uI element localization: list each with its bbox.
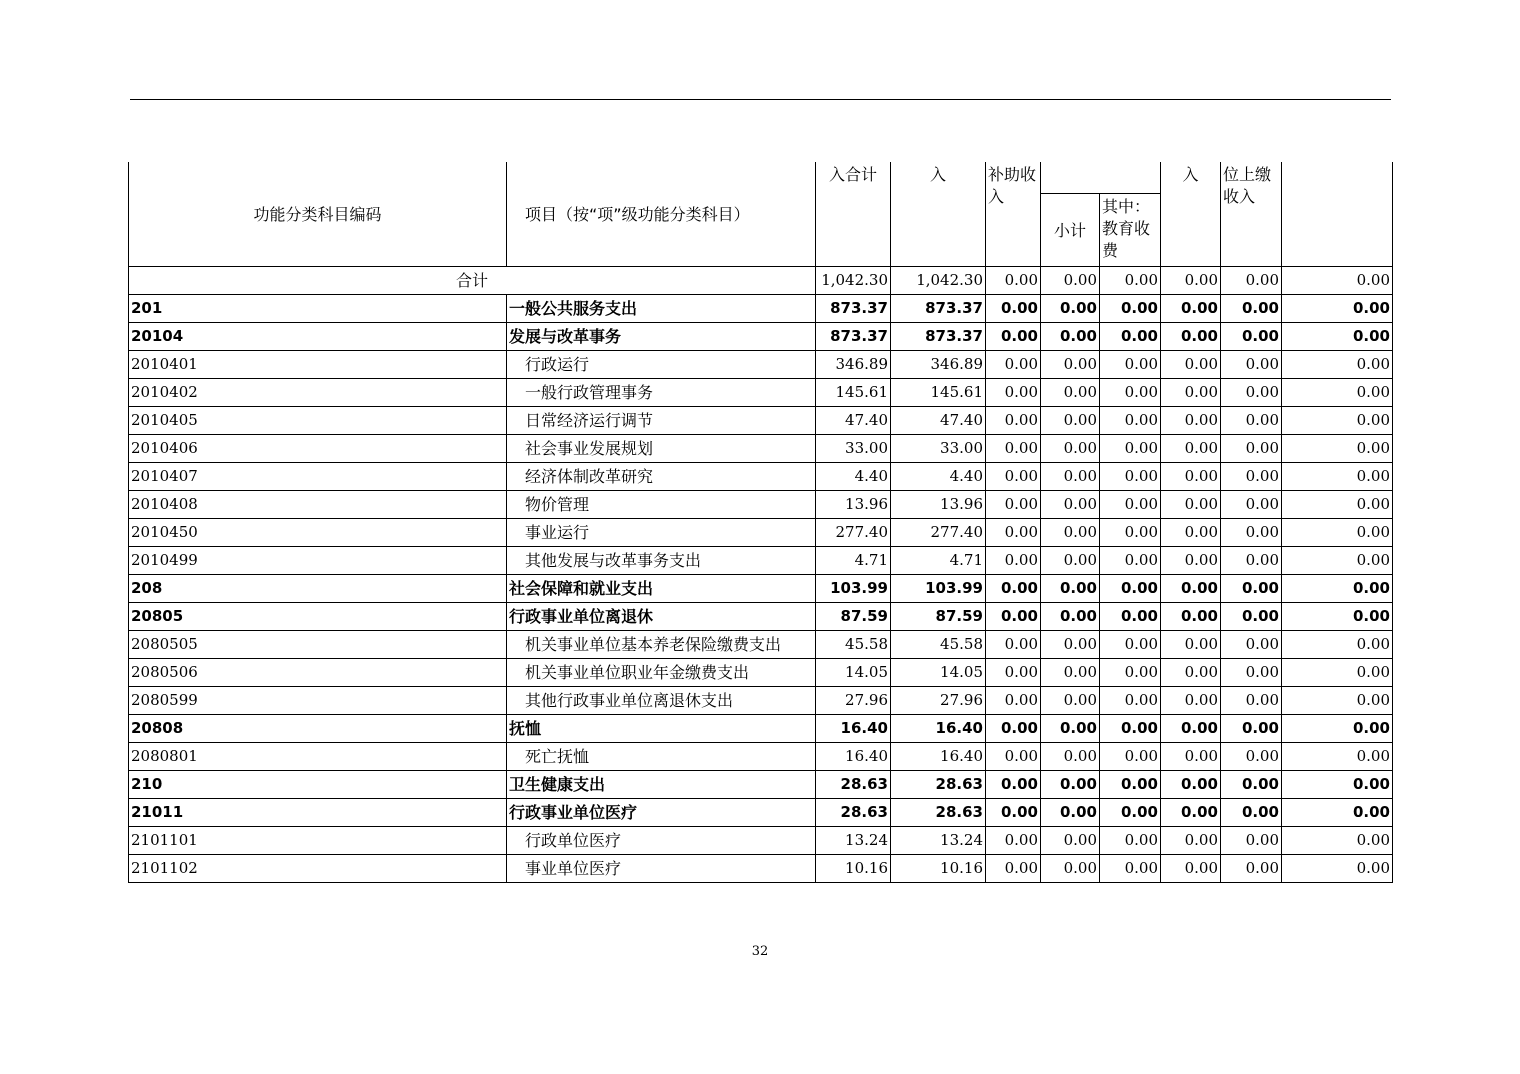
row-value: 0.00 [1100, 771, 1161, 799]
table-row [129, 379, 1393, 407]
row-value: 0.00 [1100, 855, 1161, 883]
row-item-name: 机关事业单位职业年金缴费支出 [507, 659, 816, 687]
row-value: 0.00 [986, 435, 1041, 463]
row-code: 2080599 [129, 687, 507, 715]
row-value: 16.40 [816, 743, 891, 771]
header-col-4a: 小计 [1041, 194, 1100, 267]
row-value: 0.00 [986, 547, 1041, 575]
row-value: 873.37 [816, 295, 891, 323]
row-value: 103.99 [816, 575, 891, 603]
row-value: 13.24 [816, 827, 891, 855]
row-value: 0.00 [986, 659, 1041, 687]
row-value: 346.89 [816, 351, 891, 379]
row-value: 0.00 [1282, 827, 1393, 855]
row-value: 0.00 [1161, 659, 1221, 687]
row-value: 0.00 [986, 491, 1041, 519]
row-value: 4.71 [816, 547, 891, 575]
row-value: 13.96 [816, 491, 891, 519]
row-value: 0.00 [1041, 603, 1100, 631]
row-value: 873.37 [891, 295, 986, 323]
row-value: 0.00 [1282, 547, 1393, 575]
row-code: 201 [129, 295, 507, 323]
row-value: 0.00 [1041, 295, 1100, 323]
row-value: 0.00 [1100, 547, 1161, 575]
table-row [129, 659, 1393, 687]
total-value: 0.00 [1041, 267, 1100, 295]
row-value: 0.00 [1221, 323, 1282, 351]
row-value: 0.00 [1161, 743, 1221, 771]
row-item-name: 经济体制改革研究 [507, 463, 816, 491]
row-value: 0.00 [1161, 547, 1221, 575]
row-value: 0.00 [986, 771, 1041, 799]
row-value: 0.00 [1282, 491, 1393, 519]
row-item-name: 卫生健康支出 [507, 771, 816, 799]
table-row [129, 799, 1393, 827]
total-value: 0.00 [1100, 267, 1161, 295]
table-row [129, 491, 1393, 519]
row-item-name: 日常经济运行调节 [507, 407, 816, 435]
row-value: 873.37 [891, 323, 986, 351]
row-value: 0.00 [1282, 463, 1393, 491]
row-value: 0.00 [1282, 687, 1393, 715]
row-value: 0.00 [1161, 519, 1221, 547]
row-value: 16.40 [816, 715, 891, 743]
row-value: 0.00 [1161, 463, 1221, 491]
row-value: 0.00 [1041, 575, 1100, 603]
row-item-name: 社会事业发展规划 [507, 435, 816, 463]
row-code: 2080505 [129, 631, 507, 659]
row-item-name: 行政运行 [507, 351, 816, 379]
row-item-name: 发展与改革事务 [507, 323, 816, 351]
row-value: 4.71 [891, 547, 986, 575]
header-item: 项目（按“项”级功能分类科目） [507, 162, 816, 267]
row-value: 0.00 [1041, 687, 1100, 715]
row-value: 0.00 [1221, 659, 1282, 687]
row-value: 0.00 [1041, 519, 1100, 547]
page-number: 32 [751, 944, 769, 959]
row-value: 0.00 [986, 687, 1041, 715]
table-row [129, 715, 1393, 743]
row-value: 0.00 [1282, 323, 1393, 351]
row-value: 0.00 [1221, 715, 1282, 743]
row-value: 0.00 [1100, 827, 1161, 855]
header-col-3: 补助收入 [986, 162, 1041, 267]
table-row [129, 351, 1393, 379]
table-row [129, 743, 1393, 771]
row-value: 0.00 [986, 407, 1041, 435]
row-value: 0.00 [1221, 519, 1282, 547]
row-code: 208 [129, 575, 507, 603]
row-value: 0.00 [1282, 435, 1393, 463]
row-code: 2010408 [129, 491, 507, 519]
table-row [129, 323, 1393, 351]
row-value: 0.00 [986, 351, 1041, 379]
row-value: 0.00 [1100, 631, 1161, 659]
row-value: 0.00 [1221, 351, 1282, 379]
row-value: 0.00 [1221, 407, 1282, 435]
row-value: 0.00 [1282, 575, 1393, 603]
row-value: 0.00 [1100, 435, 1161, 463]
header-col-6: 位上缴收入 [1221, 162, 1282, 267]
row-value: 16.40 [891, 715, 986, 743]
row-value: 0.00 [1161, 715, 1221, 743]
row-value: 0.00 [1161, 491, 1221, 519]
row-value: 0.00 [1221, 771, 1282, 799]
row-value: 0.00 [1161, 575, 1221, 603]
row-value: 0.00 [1282, 715, 1393, 743]
row-value: 103.99 [891, 575, 986, 603]
row-value: 27.96 [891, 687, 986, 715]
table-row [129, 435, 1393, 463]
row-code: 21011 [129, 799, 507, 827]
row-item-name: 行政事业单位医疗 [507, 799, 816, 827]
row-item-name: 物价管理 [507, 491, 816, 519]
row-value: 0.00 [1041, 435, 1100, 463]
row-value: 0.00 [1282, 407, 1393, 435]
row-value: 28.63 [816, 799, 891, 827]
row-code: 2010401 [129, 351, 507, 379]
row-value: 10.16 [891, 855, 986, 883]
budget-table [128, 162, 1393, 883]
row-value: 0.00 [1100, 659, 1161, 687]
row-value: 0.00 [1282, 659, 1393, 687]
table-row [129, 603, 1393, 631]
row-item-name: 一般行政管理事务 [507, 379, 816, 407]
row-value: 145.61 [891, 379, 986, 407]
row-value: 0.00 [1100, 379, 1161, 407]
row-code: 2010406 [129, 435, 507, 463]
row-value: 0.00 [1221, 463, 1282, 491]
header-col-5: 入 [1161, 162, 1221, 267]
row-value: 0.00 [1282, 631, 1393, 659]
row-value: 0.00 [1100, 715, 1161, 743]
row-value: 0.00 [1041, 715, 1100, 743]
row-value: 0.00 [1221, 295, 1282, 323]
row-value: 0.00 [1221, 547, 1282, 575]
row-value: 0.00 [1041, 855, 1100, 883]
row-item-name: 一般公共服务支出 [507, 295, 816, 323]
total-label: 合计 [129, 267, 816, 295]
row-code: 20805 [129, 603, 507, 631]
row-item-name: 行政单位医疗 [507, 827, 816, 855]
row-value: 27.96 [816, 687, 891, 715]
total-value: 0.00 [1161, 267, 1221, 295]
row-value: 0.00 [1041, 463, 1100, 491]
row-value: 346.89 [891, 351, 986, 379]
row-value: 0.00 [1041, 351, 1100, 379]
row-value: 0.00 [1161, 435, 1221, 463]
row-value: 28.63 [891, 799, 986, 827]
row-value: 0.00 [1100, 463, 1161, 491]
row-value: 45.58 [816, 631, 891, 659]
row-value: 0.00 [986, 715, 1041, 743]
total-value: 0.00 [1221, 267, 1282, 295]
row-value: 0.00 [1041, 407, 1100, 435]
row-value: 0.00 [1221, 603, 1282, 631]
row-value: 0.00 [1161, 379, 1221, 407]
row-item-name: 抚恤 [507, 715, 816, 743]
table-row [129, 771, 1393, 799]
header-col-4b: 其中：教育收费 [1100, 194, 1161, 267]
row-value: 0.00 [1161, 603, 1221, 631]
row-value: 0.00 [1100, 519, 1161, 547]
row-value: 4.40 [816, 463, 891, 491]
row-item-name: 死亡抚恤 [507, 743, 816, 771]
row-item-name: 其他发展与改革事务支出 [507, 547, 816, 575]
row-value: 0.00 [986, 603, 1041, 631]
total-value: 1,042.30 [816, 267, 891, 295]
row-value: 0.00 [1041, 547, 1100, 575]
row-value: 13.24 [891, 827, 986, 855]
table-row [129, 575, 1393, 603]
row-value: 0.00 [1161, 351, 1221, 379]
row-value: 0.00 [1161, 771, 1221, 799]
row-value: 0.00 [986, 855, 1041, 883]
row-value: 0.00 [1221, 491, 1282, 519]
row-value: 0.00 [986, 463, 1041, 491]
row-value: 33.00 [891, 435, 986, 463]
row-value: 14.05 [891, 659, 986, 687]
row-value: 0.00 [1221, 435, 1282, 463]
row-value: 0.00 [1100, 575, 1161, 603]
total-row [129, 267, 1393, 295]
row-value: 0.00 [1221, 855, 1282, 883]
header-col-2: 入 [891, 162, 986, 267]
table-row [129, 547, 1393, 575]
row-code: 2101101 [129, 827, 507, 855]
row-value: 0.00 [1161, 855, 1221, 883]
row-value: 47.40 [891, 407, 986, 435]
row-item-name: 其他行政事业单位离退休支出 [507, 687, 816, 715]
row-value: 0.00 [1221, 743, 1282, 771]
row-value: 0.00 [1282, 799, 1393, 827]
row-code: 2101102 [129, 855, 507, 883]
row-value: 0.00 [986, 631, 1041, 659]
row-value: 14.05 [816, 659, 891, 687]
row-value: 0.00 [1161, 323, 1221, 351]
row-value: 0.00 [986, 519, 1041, 547]
row-value: 0.00 [986, 799, 1041, 827]
row-value: 0.00 [1161, 407, 1221, 435]
header-col-4 [1041, 162, 1161, 194]
row-code: 2080506 [129, 659, 507, 687]
row-value: 47.40 [816, 407, 891, 435]
row-value: 0.00 [1100, 323, 1161, 351]
row-item-name: 事业单位医疗 [507, 855, 816, 883]
row-item-name: 社会保障和就业支出 [507, 575, 816, 603]
row-value: 0.00 [1100, 295, 1161, 323]
row-value: 0.00 [1100, 743, 1161, 771]
header-col-7 [1282, 162, 1393, 267]
header-code: 功能分类科目编码 [129, 162, 507, 267]
row-value: 0.00 [1100, 491, 1161, 519]
row-value: 45.58 [891, 631, 986, 659]
row-value: 0.00 [1221, 687, 1282, 715]
table-row [129, 519, 1393, 547]
row-value: 0.00 [1282, 743, 1393, 771]
row-value: 0.00 [1161, 631, 1221, 659]
row-code: 210 [129, 771, 507, 799]
table-row [129, 631, 1393, 659]
row-value: 87.59 [816, 603, 891, 631]
row-item-name: 机关事业单位基本养老保险缴费支出 [507, 631, 816, 659]
row-value: 28.63 [891, 771, 986, 799]
row-item-name: 行政事业单位离退休 [507, 603, 816, 631]
row-value: 13.96 [891, 491, 986, 519]
row-value: 0.00 [1282, 351, 1393, 379]
row-value: 0.00 [1100, 603, 1161, 631]
table-row [129, 295, 1393, 323]
row-code: 2010405 [129, 407, 507, 435]
row-value: 87.59 [891, 603, 986, 631]
row-value: 0.00 [1221, 799, 1282, 827]
row-value: 0.00 [1161, 827, 1221, 855]
row-value: 0.00 [1041, 323, 1100, 351]
row-value: 277.40 [816, 519, 891, 547]
row-value: 0.00 [1282, 379, 1393, 407]
row-value: 0.00 [1221, 379, 1282, 407]
row-value: 0.00 [1100, 687, 1161, 715]
row-value: 0.00 [986, 827, 1041, 855]
row-value: 0.00 [1041, 491, 1100, 519]
row-value: 4.40 [891, 463, 986, 491]
row-value: 0.00 [1161, 687, 1221, 715]
row-value: 873.37 [816, 323, 891, 351]
top-rule [130, 99, 1391, 100]
table-row [129, 827, 1393, 855]
row-value: 0.00 [1282, 519, 1393, 547]
row-value: 10.16 [816, 855, 891, 883]
header-col-1: 入合计 [816, 162, 891, 267]
row-value: 0.00 [1041, 827, 1100, 855]
row-value: 0.00 [1221, 575, 1282, 603]
row-value: 145.61 [816, 379, 891, 407]
row-value: 0.00 [1282, 295, 1393, 323]
row-value: 0.00 [1041, 379, 1100, 407]
row-value: 0.00 [1282, 855, 1393, 883]
row-code: 2010407 [129, 463, 507, 491]
row-item-name: 事业运行 [507, 519, 816, 547]
row-value: 28.63 [816, 771, 891, 799]
row-code: 2010499 [129, 547, 507, 575]
row-value: 0.00 [1221, 827, 1282, 855]
row-value: 0.00 [1041, 743, 1100, 771]
row-code: 2010402 [129, 379, 507, 407]
row-value: 0.00 [1100, 407, 1161, 435]
row-value: 0.00 [1221, 631, 1282, 659]
row-value: 0.00 [1161, 799, 1221, 827]
row-value: 0.00 [1041, 631, 1100, 659]
table-row [129, 687, 1393, 715]
row-value: 0.00 [1282, 603, 1393, 631]
row-value: 0.00 [1041, 799, 1100, 827]
row-value: 277.40 [891, 519, 986, 547]
row-value: 16.40 [891, 743, 986, 771]
row-code: 20808 [129, 715, 507, 743]
total-value: 1,042.30 [891, 267, 986, 295]
row-code: 20104 [129, 323, 507, 351]
row-value: 0.00 [1041, 771, 1100, 799]
row-value: 0.00 [986, 575, 1041, 603]
row-value: 0.00 [986, 323, 1041, 351]
row-value: 0.00 [1282, 771, 1393, 799]
row-code: 2010450 [129, 519, 507, 547]
row-code: 2080801 [129, 743, 507, 771]
row-value: 0.00 [1100, 799, 1161, 827]
table-row [129, 463, 1393, 491]
row-value: 0.00 [986, 295, 1041, 323]
row-value: 0.00 [1161, 295, 1221, 323]
row-value: 0.00 [986, 379, 1041, 407]
total-value: 0.00 [986, 267, 1041, 295]
row-value: 33.00 [816, 435, 891, 463]
total-value: 0.00 [1282, 267, 1393, 295]
row-value: 0.00 [1100, 351, 1161, 379]
row-value: 0.00 [1041, 659, 1100, 687]
row-value: 0.00 [986, 743, 1041, 771]
table-row [129, 407, 1393, 435]
table-row [129, 855, 1393, 883]
